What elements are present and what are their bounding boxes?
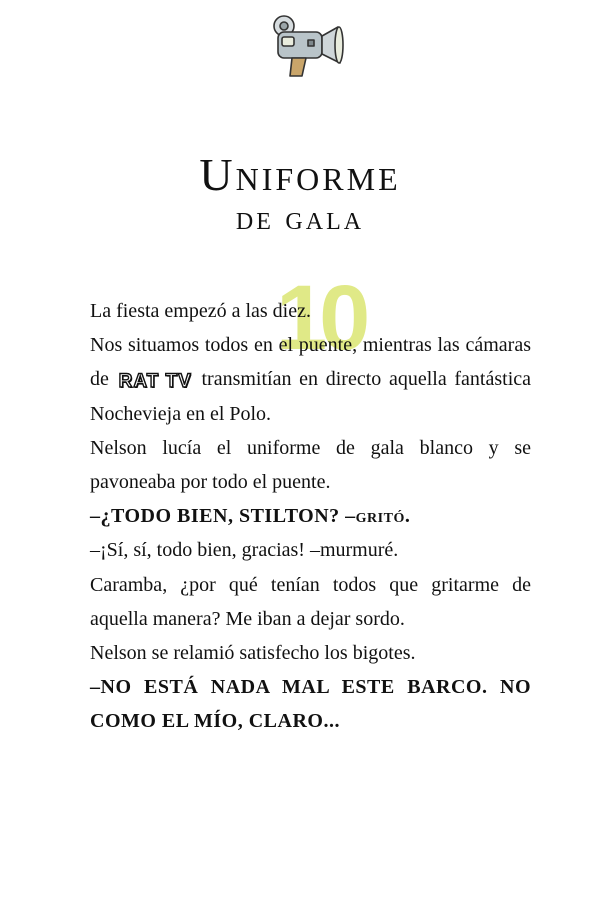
paragraph: Nelson lucía el uniforme de gala blanco y se pavoneaba por todo el puente. — [90, 436, 531, 494]
chapter-title-line-2: de gala — [235, 200, 365, 237]
rat-tv-logo: RAT TV — [118, 371, 192, 393]
paragraph: Caramba, ¿por qué tenían todos que gritarme de aquella manera? Me iban a dejar sordo. — [90, 573, 531, 630]
chapter-title-line-1: Uniforme — [199, 149, 401, 200]
video-camera-icon — [268, 10, 348, 80]
chapter-number: 10 — [276, 267, 363, 369]
dialogue-shout: –NO ESTÁ NADA MAL ESTE BARCO. NO COMO EL MÍO, CLARO... — [90, 676, 531, 733]
dialogue-shout: –¿TODO BIEN, STILTON? –gritó. — [90, 505, 411, 528]
paragraph-text: Nos situamos todos en el puente, mientras las cámaras de — [90, 334, 531, 391]
dialogue: –¡Sí, sí, todo bien, gracias! –murmuré. — [90, 539, 399, 562]
paragraph-text: transmitían en directo aquella fantástica Nochevieja en el Polo. — [90, 368, 532, 425]
chapter-body — [90, 294, 531, 739]
paragraph: Nelson se relamió satisfecho los bigotes. — [90, 642, 416, 665]
paragraph — [90, 328, 531, 431]
paragraph: La fiesta empezó a las diez. — [90, 300, 311, 322]
